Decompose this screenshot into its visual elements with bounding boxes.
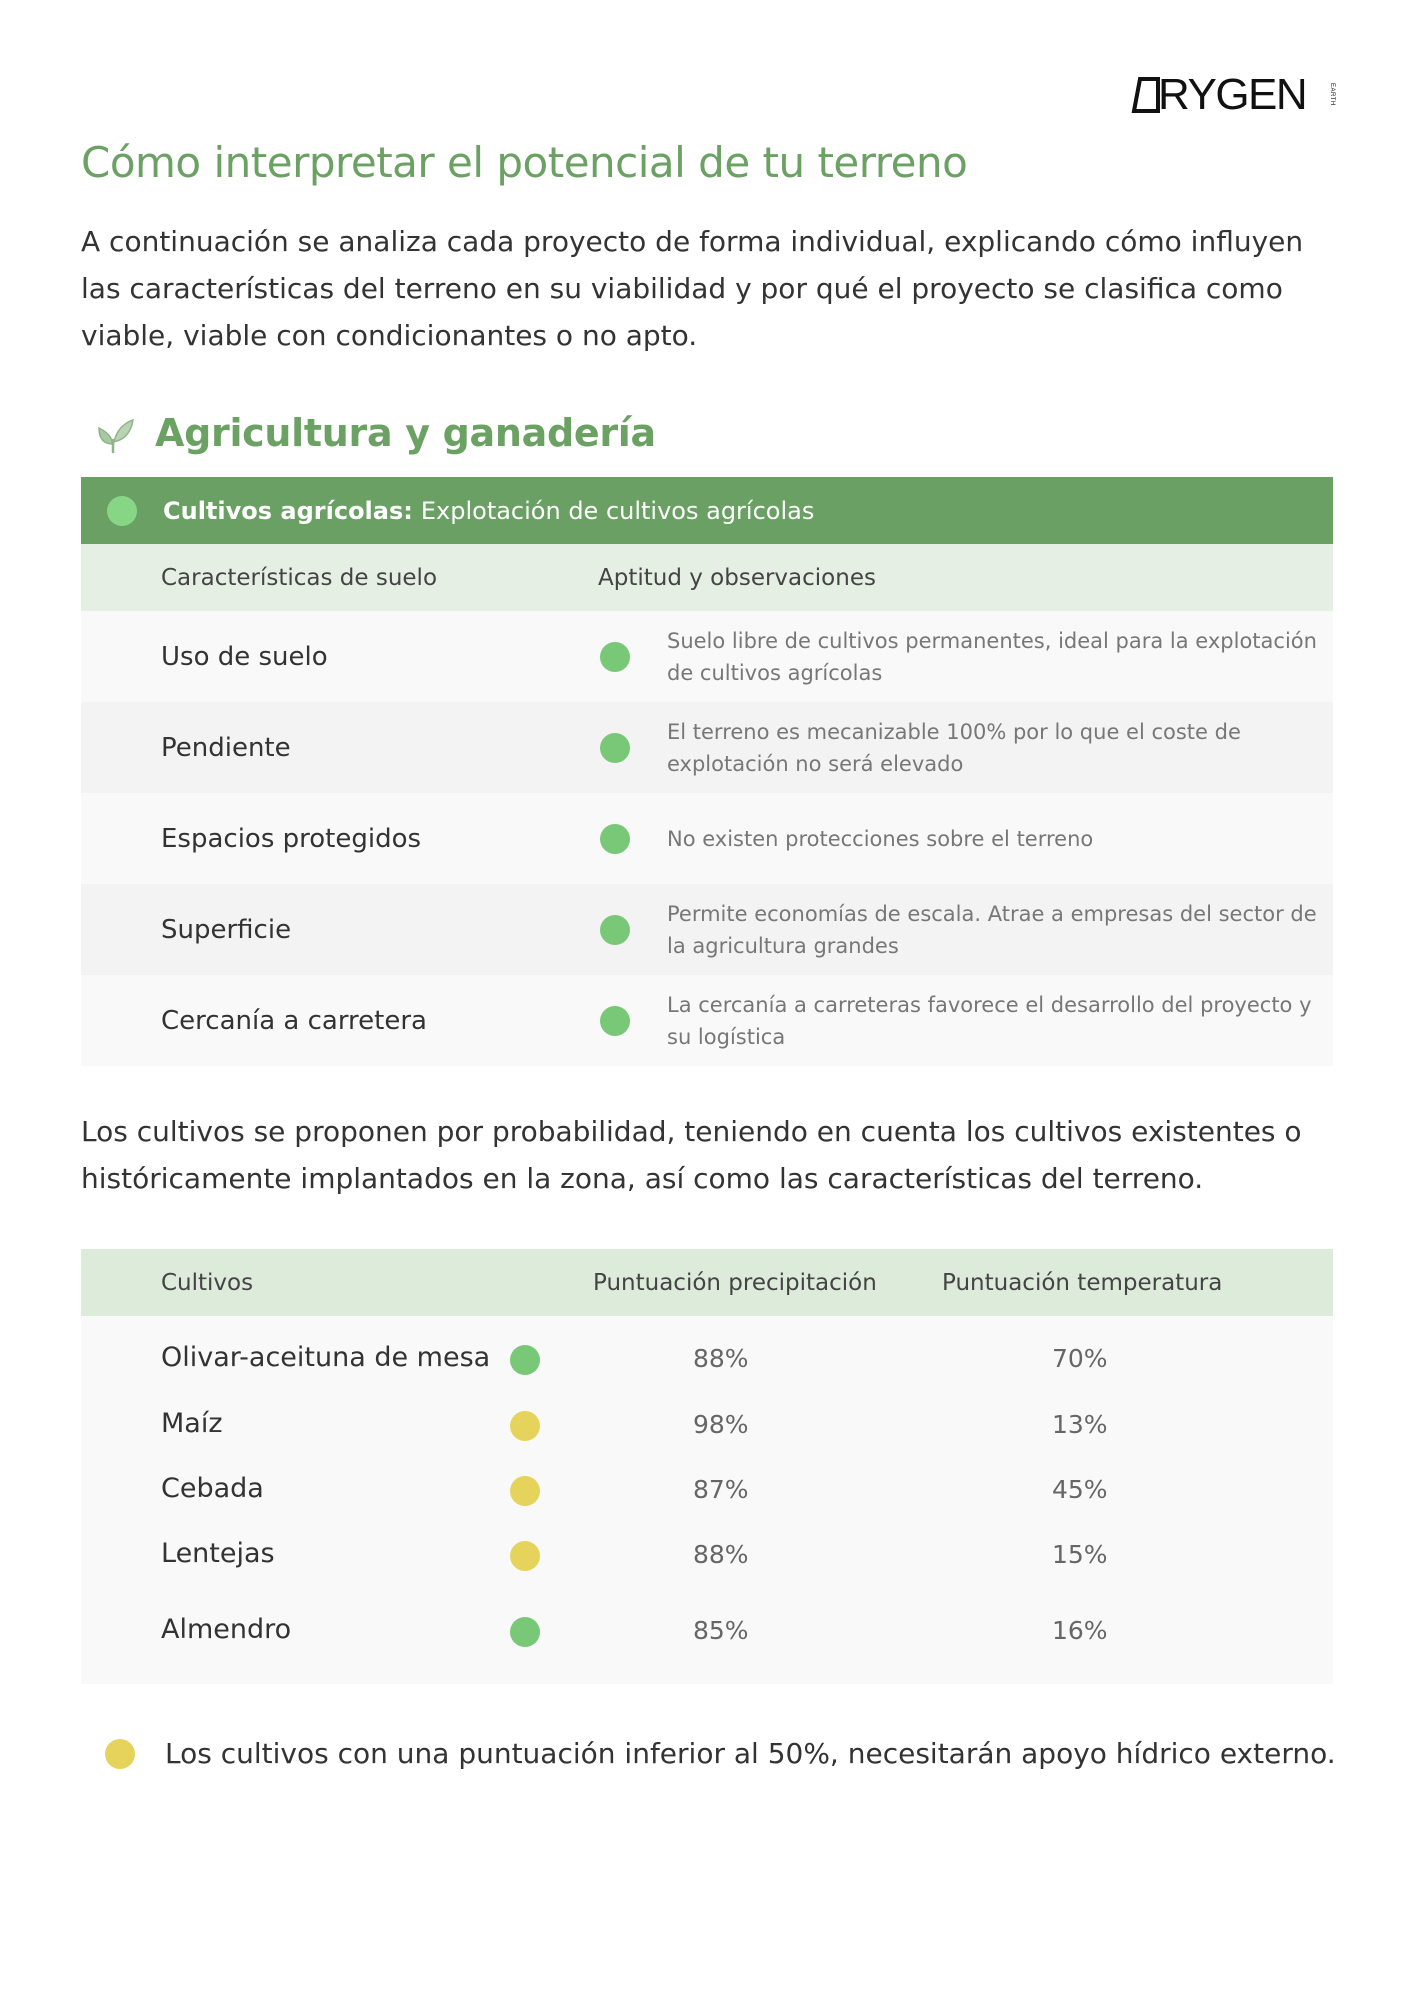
feature-label: Uso de suelo — [161, 641, 328, 672]
page-title: Cómo interpretar el potencial de tu terreno — [81, 138, 968, 187]
precipitation-score: 98% — [693, 1410, 749, 1439]
soil-suitability-table — [81, 477, 1333, 1066]
status-dot — [600, 642, 630, 672]
intro-line: A continuación se analiza cada proyecto de forma individual, explicando cómo influyen — [81, 225, 1304, 258]
precipitation-score: 88% — [693, 1344, 749, 1373]
status-dot — [600, 824, 630, 854]
intro-line: las características del terreno en su viabilidad y por qué el proyecto se clasifica como — [81, 272, 1283, 305]
observation-text: Suelo libre de cultivos permanentes, ideal para la explotación de cultivos agrícolas — [667, 628, 1317, 685]
crop-name: Olivar-aceituna de mesa — [161, 1342, 491, 1373]
temperature-score: 15% — [1052, 1540, 1108, 1569]
table-header-text: Explotación de cultivos agrícolas — [420, 496, 815, 525]
table-row — [81, 975, 1333, 1066]
column-header-features: Características de suelo — [161, 564, 438, 591]
company-logo — [1130, 70, 1335, 119]
status-dot — [600, 1006, 630, 1036]
status-dot — [600, 915, 630, 945]
precipitation-score: 87% — [693, 1475, 749, 1504]
precipitation-score: 85% — [693, 1616, 749, 1645]
intro-line: viable, viable con condicionantes o no apto. — [81, 319, 698, 352]
feature-label: Espacios protegidos — [161, 823, 422, 854]
status-dot — [510, 1541, 540, 1571]
feature-label: Pendiente — [161, 732, 291, 763]
table-row — [81, 793, 1333, 884]
feature-label: Superficie — [161, 914, 292, 945]
table-row — [81, 1406, 1333, 1446]
crop-note-line: históricamente implantados en la zona, así como las características del terreno. — [81, 1162, 1204, 1195]
observation-text: Permite economías de escala. Atrae a empresas del sector de la agricultura grandes — [667, 901, 1317, 958]
observation-text: No existen protecciones sobre el terreno — [667, 826, 1094, 851]
column-header-precipitation: Puntuación precipitación — [593, 1270, 877, 1296]
legend-text: Los cultivos con una puntuación inferior al 50%, necesitarán apoyo hídrico externo. — [165, 1737, 1336, 1770]
temperature-score: 13% — [1052, 1410, 1108, 1439]
crop-name: Cebada — [161, 1473, 264, 1504]
status-dot — [510, 1617, 540, 1647]
crop-name: Lentejas — [161, 1538, 275, 1569]
column-header-temperature: Puntuación temperatura — [942, 1270, 1223, 1296]
table-row — [81, 1612, 1333, 1652]
section-header — [91, 405, 656, 461]
status-dot — [510, 1345, 540, 1375]
crop-score-table — [81, 1249, 1333, 1684]
column-header-aptitude: Aptitud y observaciones — [598, 564, 876, 591]
logo-subtext: EARTH — [1329, 83, 1335, 106]
status-dot — [510, 1476, 540, 1506]
crop-note-line: Los cultivos se proponen por probabilidad, teniendo en cuenta los cultivos existentes o — [81, 1115, 1302, 1148]
feature-label: Cercanía a carretera — [161, 1005, 427, 1036]
legend-note — [105, 1737, 1336, 1770]
table-row — [81, 702, 1333, 793]
crop-name: Maíz — [161, 1408, 223, 1439]
temperature-score: 45% — [1052, 1475, 1108, 1504]
observation-text: La cercanía a carreteras favorece el desarrollo del proyecto y su logística — [667, 992, 1312, 1049]
logo-wordmark: RYGEN — [1158, 70, 1307, 119]
temperature-score: 16% — [1052, 1616, 1108, 1645]
table-column-headers — [81, 1249, 1333, 1316]
section-title: Agricultura y ganadería — [155, 411, 656, 455]
status-dot — [107, 496, 137, 526]
crop-name: Almendro — [161, 1614, 292, 1645]
intro-paragraph — [81, 218, 1304, 359]
table-header-bold: Cultivos agrícolas: — [163, 496, 413, 525]
status-dot — [510, 1411, 540, 1441]
table-row — [81, 611, 1333, 702]
crop-note-paragraph — [81, 1108, 1302, 1202]
table-row — [81, 1536, 1333, 1576]
table-row — [81, 1471, 1333, 1511]
table-row — [81, 1340, 1333, 1380]
leaf-icon — [91, 410, 137, 456]
status-dot — [600, 733, 630, 763]
table-column-headers — [81, 544, 1333, 611]
column-header-crops: Cultivos — [161, 1270, 254, 1296]
temperature-score: 70% — [1052, 1344, 1108, 1373]
table-header-bar — [81, 477, 1333, 544]
status-dot — [105, 1739, 135, 1769]
table-row — [81, 884, 1333, 975]
observation-text: El terreno es mecanizable 100% por lo que el coste de explotación no será elevado — [667, 719, 1241, 776]
precipitation-score: 88% — [693, 1540, 749, 1569]
